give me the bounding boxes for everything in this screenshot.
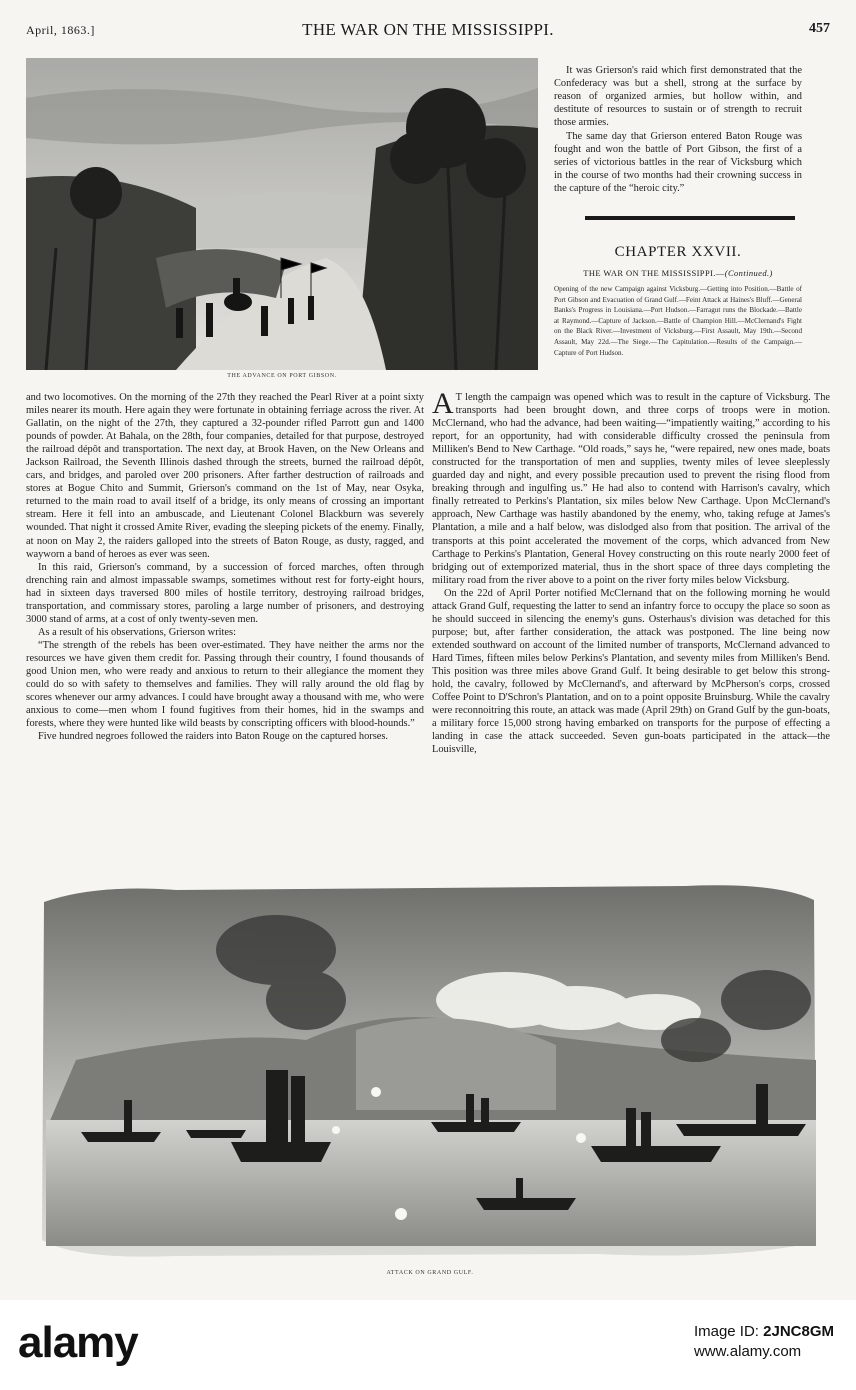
chapter-subtitle-text: THE WAR ON THE MISSISSIPPI.—: [583, 268, 725, 278]
engraving-grand-gulf: [36, 880, 822, 1266]
body-paragraph: Five hundred negroes followed the raiders into Baton Rouge on the captured horses.: [38, 731, 389, 743]
chapter-subtitle: [554, 268, 802, 278]
page-number: 457: [809, 21, 830, 36]
port-gibson-illustration: [26, 58, 538, 370]
issue-date: April, 1863.]: [26, 23, 95, 37]
image-id-block: [694, 1322, 834, 1362]
body-paragraph: In this raid, Grierson's command, by a succession of forced marches, often through drenching rain and almost impassable swamps, sometimes without rest for forty-eight hours, had in sixteen days traversed 800 miles of hostile territory, destroying railroad bridges, transportation, and commissary stores, paroling a large number of prisoners, and destroying 3000 stand of arms, at a cost of only twenty-seven men.: [26, 561, 424, 625]
right-body-column: [432, 387, 830, 756]
block-quote: “The strength of the rebels has been over-estimated. They have neither the arms nor the resources we have given them credit for. Passing through their country, I found thousands of good Union men, who were ready and anxious to return to their allegiance the moment they could do so with safety to themselves and families. They will rally around the old flag by scores whenever our army advances. I could have brought away a thousand with me, who were anxious to come—men whom I found fugitives from their homes, hid in the swamps and forests, where they were hunted like wild beasts by conscripting officers with blood-hounds.”: [26, 639, 424, 730]
alamy-logo: alamy: [18, 1318, 138, 1367]
page-title: THE WAR ON THE MISSISSIPPI.: [302, 20, 554, 39]
left-body-column: [26, 391, 424, 743]
site-url: www.alamy.com: [693, 1343, 802, 1360]
intro-column: [554, 64, 802, 195]
body-paragraph: As a result of his observations, Grierson writes:: [38, 626, 236, 638]
caption-grand-gulf: ATTACK ON GRAND GULF.: [386, 1270, 474, 1276]
body-paragraph: On the 22d of April Porter notified McClernand that on the following morning he would attack Grand Gulf, requesting the latter to send an infantry force to occupy the place so soon as he should succeed in silencing the enemy's guns. Osterhaus's division was detached for this purpose; but, after farther consideration, the attack was postponed. The line being now extended southward on account of the limited number of transports, McClernand advanced to Hard Times, fifteen miles below Perkins's Plantation, and seventy miles from Milliken's Bend. This position was three miles above Grand Gulf. It being desirable to get below this strong-hold, the cavalry, followed by McClernand's, and afterward by McPherson's corps, crossed Coffee Point to D'Schron's Plantation, and on to a point opposite Bruinsburg. While the cavalry were reconnoitring this route, an attack was made (April 29th) on Grand Gulf by the gun-boats, a military force 15,000 strong having embarked on transports for the purpose of effecting a landing in case the attack succeeded. Seven gun-boats participated in the attack—the Louisville,: [432, 587, 830, 756]
image-id: 2JNC8GM: [763, 1323, 834, 1340]
body-paragraph: [432, 387, 830, 587]
intro-paragraph: It was Grierson's raid which first demonstrated that the Confederacy was but a shell, strong at the surface by reason of organized armies, but hollow within, and destitute of resources to sustain or of strength to recruit those armies.: [554, 65, 802, 129]
watermark-bar: [0, 1300, 856, 1390]
chapter-synopsis: Opening of the new Campaign against Vicksburg.—Getting into Position.—Battle of Port Gibson and Evacuation of Grand Gulf.—Feint Attack at Haines's Bluff.—General Banks's Progress in Louisiana.—Port Hudson.—Farragut runs the Blockade.—Battle at Raymond.—Capture of Jackson.—Battle of Champion Hill.—McClernand's Fight on the Black River.—Investment of Vicksburg.—First Assault, May 19th.—Second Assault, May 22d.—The Siege.—The Capitulation.—Results of the Campaign.—Capture of Port Hudson.: [554, 285, 802, 357]
chapter-title: CHAPTER XXVII.: [614, 244, 742, 260]
image-id-label: Image ID:: [693, 1323, 759, 1340]
body-paragraph: and two locomotives. On the morning of the 27th they reached the Pearl River at a point sixty miles nearer its mouth. Here again they were fortunate in obtaining ferriage across the river. At Gallatin, on the night of the 27th, they captured a 32-pounder rifled Parrott gun and 1400 pounds of powder. At Bahala, on the 28th, four companies, detailed for that purpose, destroyed the railroad dépôt and transportation. The next day, at Brook Haven, on the New Orleans and Jackson Railroad, the Seventh Illinois dashed through the streets, burned the railroad dépôt, cars, and bridges, and paroled over 200 prisoners. After farther destruction of railroads and stores at Bogue Chito and Summit, Grierson's command on the 1st of May, near Osyka, returned to the main road to avail itself of a bridge, its only means of crossing an important stream. Here it fell into an ambuscade, and Lieutenant Colonel Blackburn was severely wounded. That night it crossed Amite River, evading the sleeping pickets of the enemy. Finally, at noon on May 2, the raiders galloped into the streets of Baton Rouge, as dusty, ragged, and wayworn a band of heroes as ever was seen.: [26, 392, 424, 560]
grand-gulf-illustration: [36, 880, 822, 1266]
running-header: [26, 20, 830, 42]
section-divider: [585, 216, 795, 220]
caption-port-gibson: THE ADVANCE ON PORT GIBSON.: [227, 373, 337, 379]
engraving-port-gibson: [26, 58, 538, 370]
drop-cap: A: [432, 387, 454, 420]
opening-text: T length the campaign was opened which was to result in the capture of Vicksburg. The transports had been brought down, and three corps of troops were in motion. McClernand, who had the advance, had been waiting—“impatiently waiting,” according to his report, for an opportunity, had with considerable difficulty crossed the peninsula from Milliken's Bend to New Carthage. “Old roads,” says he, “were repaired, new ones made, boats constructed for the transportation of men and supplies, twenty miles of levee sleeplessly guarded day and night, and every possible precaution used to prevent the rising flood from breaking through and ingulfing us.” He had also to contend with Harrison's cavalry, which finally retreated to Perkins's Plantation, six miles below New Carthage. Upon McClernand's approach, New Carthage was hastily abandoned by the enemy, who, taking refuge at James's Plantation, a mile and a half below, was dislodged also from that position. The arrival of the transports at this point accelerated the movement of the corps, which advanced from New Carthage to Perkins's Plantation, General Hovey constructing on this route nearly 2000 feet of bridging out of extemporized material, thus in the short space of three days completing the military road from the river above to a point on the river forty miles below Vicksburg.: [432, 392, 830, 586]
intro-paragraph: The same day that Grierson entered Baton Rouge was fought and won the battle of Port Gibson, the first of a series of victorious battles in the rear of Vicksburg which in the course of two months had their crowning success in the capture of the “heroic city.”: [554, 131, 802, 195]
chapter-subtitle-note: (Continued.): [724, 268, 773, 278]
